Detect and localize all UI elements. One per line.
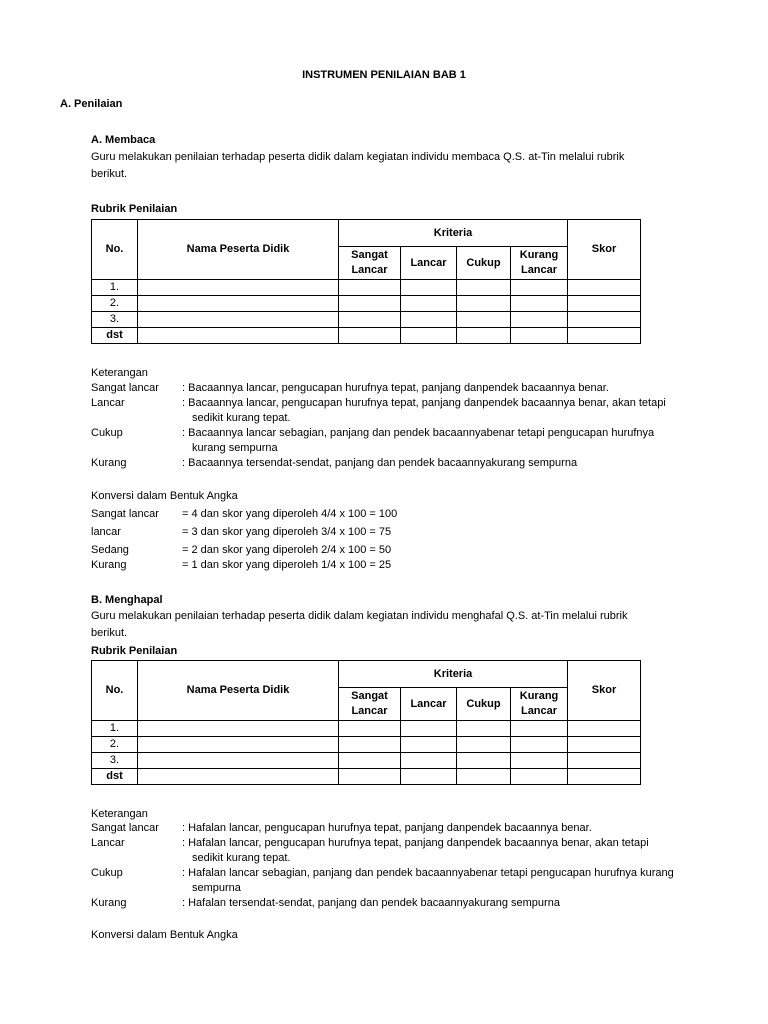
keterangan-list-a: Sangat lancar : Bacaannya lancar, pengucapan hurufnya tepat, panjang danpendek bacaannya benar. Lancar : Bacaannya lancar, pengucapan hurufnya tepat, panjang danpendek bacaannya benar, akan tetapi sedikit kurang tepat. Cukup : Bacaannya lancar sebagian, panjang dan pendek bacaannyabenar tetapi pengucapan hurufnya kurang sempurna Kurang : Bacaannya tersendat-sendat, panjang dan pendek bacaannyakurang sempurna <box>91 381 711 471</box>
list-item: Kurang = 1 dan skor yang diperoleh 1/4 x 100 = 25 <box>91 559 392 571</box>
subsection-b-paragraph-line1: Guru melakukan penilaian terhadap peserta didik dalam kegiatan individu menghafal Q.S. at-Tin melalui rubrik <box>91 610 628 622</box>
header-sangat-lancar: Sangat Lancar <box>339 688 401 721</box>
table-row: 1. <box>92 721 641 737</box>
header-kurang-lancar: Kurang Lancar <box>511 688 568 721</box>
subsection-a-paragraph-line1: Guru melakukan penilaian terhadap peserta didik dalam kegiatan individu membaca Q.S. at-Tin melalui rubrik <box>91 151 625 163</box>
list-item: Sedang = 2 dan skor yang diperoleh 2/4 x 100 = 50 <box>91 544 392 556</box>
konversi-label-a: Konversi dalam Bentuk Angka <box>91 490 238 502</box>
header-no: No. <box>92 661 138 721</box>
rubric-table-a <box>91 219 641 344</box>
list-item: Sangat lancar : Bacaannya lancar, pengucapan hurufnya tepat, panjang danpendek bacaannya benar. <box>91 382 609 394</box>
header-lancar: Lancar <box>401 247 457 280</box>
header-cukup: Cukup <box>457 247 511 280</box>
keterangan-label-a: Keterangan <box>91 367 148 379</box>
table-row: dst <box>92 769 641 785</box>
list-item: Cukup : Bacaannya lancar sebagian, panjang dan pendek bacaannyabenar tetapi pengucapan hurufnya <box>91 427 655 439</box>
list-item: Sangat lancar = 4 dan skor yang diperoleh 4/4 x 100 = 100 <box>91 508 398 520</box>
header-skor: Skor <box>568 220 641 280</box>
konversi-list-a <box>91 507 711 573</box>
subsection-b-heading: B. Menghapal <box>91 594 163 606</box>
subsection-a-heading: A. Membaca <box>91 134 156 146</box>
header-cukup: Cukup <box>457 688 511 721</box>
list-item: Kurang : Hafalan tersendat-sendat, panjang dan pendek bacaannyakurang sempurna <box>91 897 560 909</box>
table-row: dst <box>92 328 641 344</box>
list-item: Kurang : Bacaannya tersendat-sendat, panjang dan pendek bacaannyakurang sempurna <box>91 457 578 469</box>
list-item: Lancar : Bacaannya lancar, pengucapan hurufnya tepat, panjang danpendek bacaannya benar, akan tetapi <box>91 397 666 409</box>
header-sangat-lancar: Sangat Lancar <box>339 247 401 280</box>
subsection-a-paragraph-line2: berikut. <box>91 168 128 180</box>
keterangan-label-b: Keterangan <box>91 808 148 820</box>
header-lancar: Lancar <box>401 688 457 721</box>
list-item: Sangat lancar : Hafalan lancar, pengucapan hurufnya tepat, panjang danpendek bacaannya benar. <box>91 822 592 834</box>
header-nama: Nama Peserta Didik <box>138 220 339 280</box>
header-kriteria: Kriteria <box>339 661 568 688</box>
konversi-label-b: Konversi dalam Bentuk Angka <box>91 929 238 941</box>
list-item: Lancar : Hafalan lancar, pengucapan hurufnya tepat, panjang danpendek bacaannya benar, akan tetapi <box>91 837 649 849</box>
keterangan-list-b: Sangat lancar : Hafalan lancar, pengucapan hurufnya tepat, panjang danpendek bacaannya benar. Lancar : Hafalan lancar, pengucapan hurufnya tepat, panjang danpendek bacaannya benar, akan tetapi sedikit kurang tepat. Cukup : Hafalan lancar sebagian, panjang dan pendek bacaannyabenar tetapi pengucapan hurufnya kurang sempurna Kurang : Hafalan tersendat-sendat, panjang dan pendek bacaannyakurang sempurna <box>91 821 711 911</box>
section-heading: A. Penilaian <box>60 98 123 110</box>
header-no: No. <box>92 220 138 280</box>
table-row: 3. <box>92 312 641 328</box>
subsection-b-paragraph-line2: berikut. <box>91 627 128 639</box>
rubric-label-a: Rubrik Penilaian <box>91 203 178 215</box>
table-row: 3. <box>92 753 641 769</box>
header-kurang-lancar: Kurang Lancar <box>511 247 568 280</box>
page-title: INSTRUMEN PENILAIAN BAB 1 <box>302 69 466 81</box>
header-nama: Nama Peserta Didik <box>138 661 339 721</box>
table-row: 2. <box>92 296 641 312</box>
header-skor: Skor <box>568 661 641 721</box>
list-item: Cukup : Hafalan lancar sebagian, panjang dan pendek bacaannyabenar tetapi pengucapan hurufnya kurang <box>91 867 674 879</box>
table-row: 1. <box>92 280 641 296</box>
rubric-table-b <box>91 660 641 785</box>
header-kriteria: Kriteria <box>339 220 568 247</box>
table-row: 2. <box>92 737 641 753</box>
list-item: lancar = 3 dan skor yang diperoleh 3/4 x 100 = 75 <box>91 526 392 538</box>
rubric-label-b: Rubrik Penilaian <box>91 645 178 657</box>
